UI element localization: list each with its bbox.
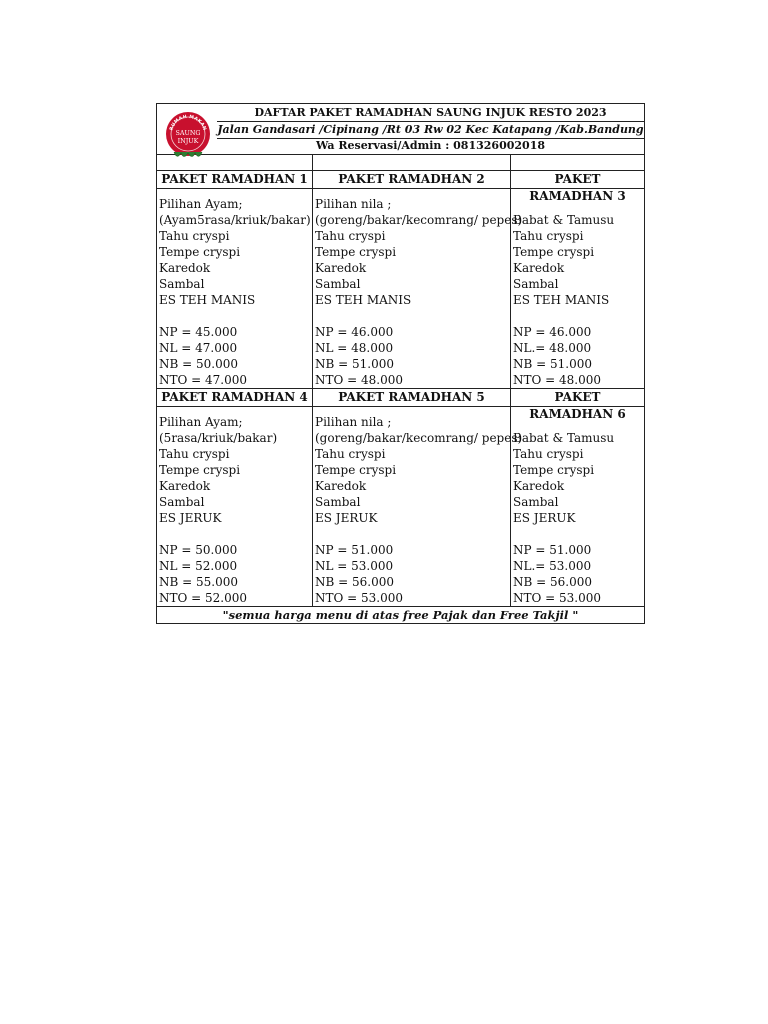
package-5-details — [313, 407, 523, 606]
restaurant-address: Jalan Gandasari /Cipinang /Rt 03 Rw 02 Kec Katapang /Kab.Bandung — [217, 122, 644, 139]
menu-item: Sambal — [315, 495, 361, 509]
price-line: NB = 50.000 — [159, 357, 238, 371]
menu-item: Pilihan nila ; — [315, 415, 392, 429]
menu-item: Sambal — [513, 277, 559, 291]
price-line: NTO = 53.000 — [513, 591, 602, 605]
menu-item: Babat & Tamusu — [513, 431, 615, 445]
package-3-name: PAKET RAMADHAN 3 — [529, 172, 626, 203]
menu-title: DAFTAR PAKET RAMADHAN SAUNG INJUK RESTO 2023 — [217, 105, 644, 122]
menu-item: ES JERUK — [159, 511, 222, 525]
package-4-name: PAKET RAMADHAN 4 — [157, 389, 313, 406]
price-line: NTO = 53.000 — [315, 591, 404, 605]
menu-item: Tahu cryspi — [315, 447, 386, 461]
package-body-row-2 — [157, 407, 644, 607]
price-line: NL = 52.000 — [159, 559, 238, 573]
menu-item: ES TEH MANIS — [513, 293, 610, 307]
price-line: NP = 46.000 — [315, 325, 394, 339]
price-line: NP = 46.000 — [513, 325, 592, 339]
price-line: NP = 51.000 — [315, 543, 394, 557]
menu-item: Tahu cryspi — [159, 229, 230, 243]
menu-item: Karedok — [315, 261, 367, 275]
price-line: NB = 56.000 — [513, 575, 592, 589]
menu-item: (goreng/bakar/kecomrang/ pepes) — [315, 213, 523, 227]
menu-item: Tempe cryspi — [159, 245, 241, 259]
package-6-details — [511, 407, 644, 606]
package-2-details — [313, 189, 523, 388]
package-header-row-2 — [157, 389, 644, 421]
price-line: NP = 51.000 — [513, 543, 592, 557]
menu-item: Karedok — [315, 479, 367, 493]
menu-item: Karedok — [159, 479, 211, 493]
price-line: NTO = 47.000 — [159, 373, 248, 387]
menu-item: Tempe cryspi — [159, 463, 241, 477]
menu-item: (Ayam5rasa/kriuk/bakar) — [159, 213, 311, 227]
menu-item: (5rasa/kriuk/bakar) — [159, 431, 278, 445]
package-5-name: PAKET RAMADHAN 5 — [313, 389, 511, 406]
menu-item — [513, 414, 644, 430]
package-4-details — [157, 407, 313, 606]
menu-header — [157, 104, 644, 155]
package-1-name: PAKET RAMADHAN 1 — [157, 171, 313, 188]
price-line: NL = 48.000 — [315, 341, 394, 355]
menu-item: Tempe cryspi — [315, 463, 397, 477]
svg-text:RUMAH MAKAN: RUMAH MAKAN — [169, 114, 207, 132]
price-line: NB = 56.000 — [315, 575, 394, 589]
price-line: NP = 50.000 — [159, 543, 238, 557]
menu-item: Tahu cryspi — [513, 447, 584, 461]
menu-item: Tahu cryspi — [513, 229, 584, 243]
price-line: NB = 51.000 — [513, 357, 592, 371]
menu-item: Tempe cryspi — [513, 463, 595, 477]
saung-injuk-logo — [163, 107, 213, 163]
menu-item: Pilihan Ayam; — [159, 197, 243, 211]
package-6-name: PAKET RAMADHAN 6 — [529, 390, 626, 421]
price-line: NB = 51.000 — [315, 357, 394, 371]
menu-item: Karedok — [159, 261, 211, 275]
footer-note: "semua harga menu di atas free Pajak dan Free Takjil " — [222, 608, 579, 622]
menu-item: Karedok — [513, 479, 565, 493]
svg-text:SAUNG: SAUNG — [175, 129, 201, 137]
price-line: NL.= 48.000 — [513, 341, 592, 355]
menu-item — [513, 196, 644, 212]
menu-item: (goreng/bakar/kecomrang/ pepes) — [315, 431, 523, 445]
package-1-details — [157, 189, 313, 388]
package-3-details — [511, 189, 644, 388]
menu-item: ES JERUK — [513, 511, 576, 525]
menu-item: ES JERUK — [315, 511, 378, 525]
menu-item: ES TEH MANIS — [159, 293, 256, 307]
reservation-contact: Wa Reservasi/Admin : 081326002018 — [316, 139, 545, 152]
menu-item: Tempe cryspi — [315, 245, 397, 259]
package-header-row-1 — [157, 171, 644, 203]
price-line: NTO = 48.000 — [513, 373, 602, 387]
menu-item: ES TEH MANIS — [315, 293, 412, 307]
menu-item: Sambal — [315, 277, 361, 291]
menu-item: Karedok — [513, 261, 565, 275]
svg-text:INJUK: INJUK — [177, 137, 199, 145]
menu-item: Babat & Tamusu — [513, 213, 615, 227]
menu-item: Tahu cryspi — [159, 447, 230, 461]
price-line: NL.= 53.000 — [513, 559, 592, 573]
package-body-row-1 — [157, 189, 644, 389]
price-line: NTO = 52.000 — [159, 591, 248, 605]
menu-item: Sambal — [513, 495, 559, 509]
menu-item: Pilihan nila ; — [315, 197, 392, 211]
menu-item: Tempe cryspi — [513, 245, 595, 259]
price-line: NL = 53.000 — [315, 559, 394, 573]
price-line: NP = 45.000 — [159, 325, 238, 339]
menu-item: Tahu cryspi — [315, 229, 386, 243]
menu-item: Pilihan Ayam; — [159, 415, 243, 429]
spacer-row — [157, 155, 644, 171]
price-line: NB = 55.000 — [159, 575, 238, 589]
menu-item: Sambal — [159, 277, 205, 291]
price-line: NL = 47.000 — [159, 341, 238, 355]
price-line: NTO = 48.000 — [315, 373, 404, 387]
menu-sheet — [156, 103, 645, 624]
menu-item: Sambal — [159, 495, 205, 509]
package-2-name: PAKET RAMADHAN 2 — [313, 171, 511, 188]
